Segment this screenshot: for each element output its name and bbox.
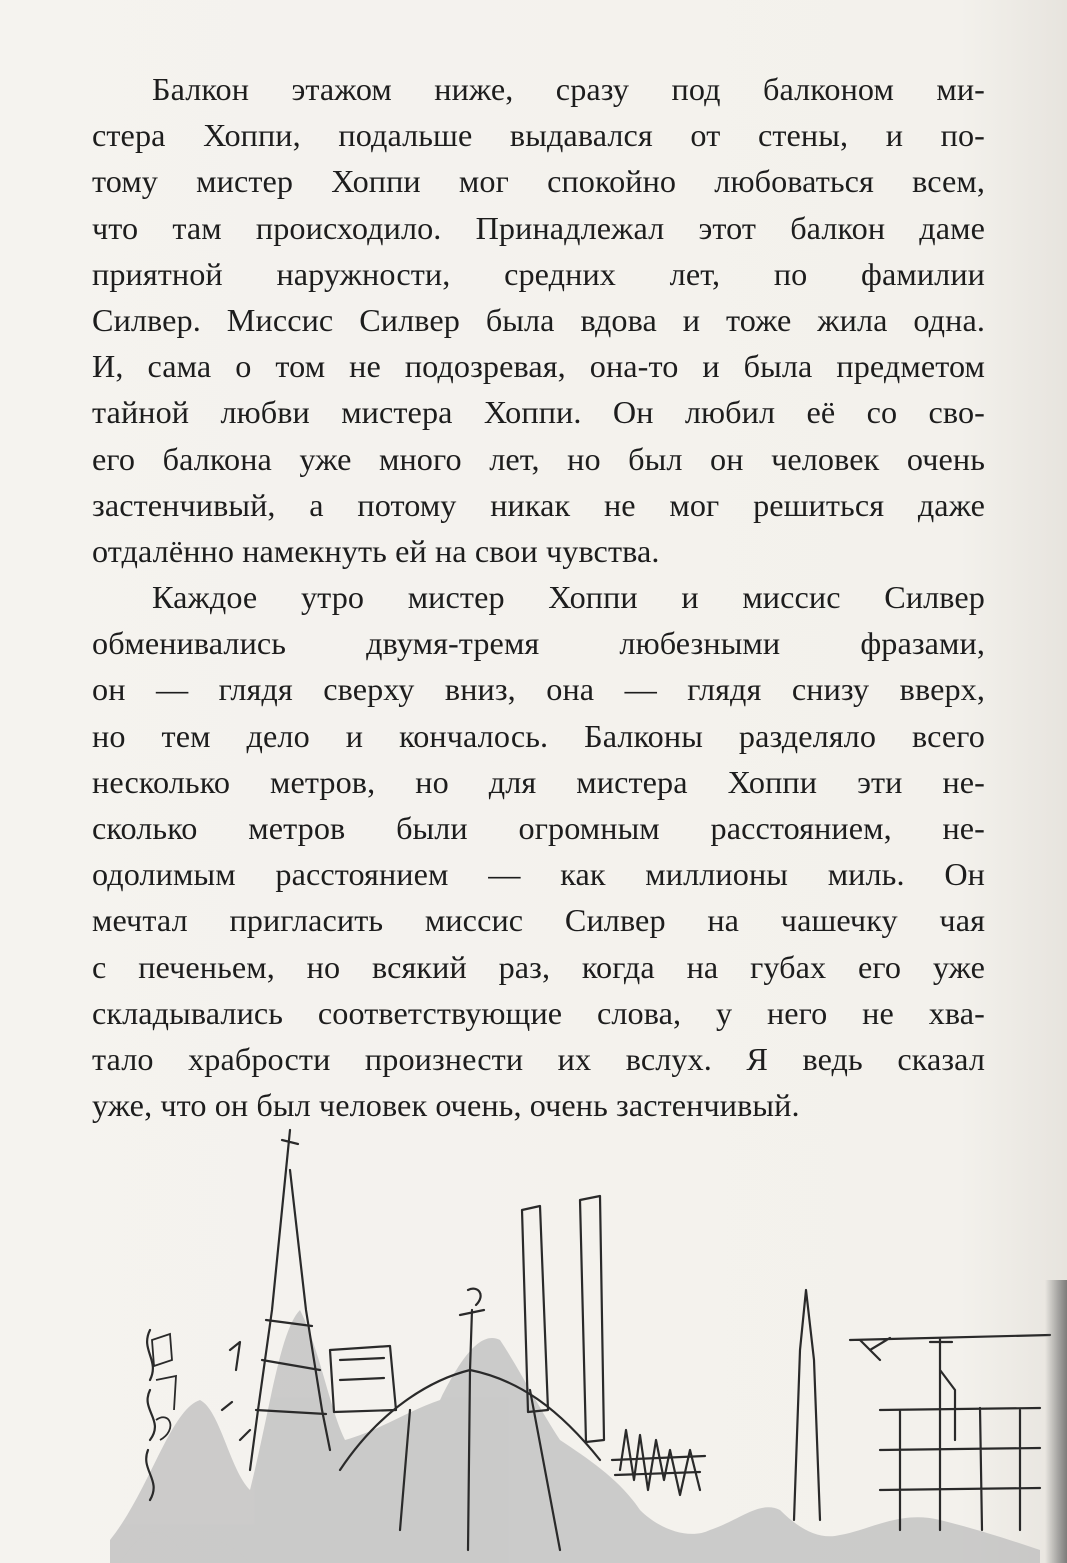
text-line: стера Хоппи, подальше выдавался от стены, и по-	[92, 117, 985, 154]
text-line: но тем дело и кончалось. Балконы разделяло всего	[92, 717, 985, 754]
text-line: Балкон этажом ниже, сразу под балконом ми-	[152, 71, 985, 107]
body-text	[92, 66, 985, 1128]
text-line: что там происходило. Принадлежал этот балкон даме	[92, 209, 985, 246]
text-line: застенчивый, а потому никак не мог решиться даже	[92, 486, 985, 523]
text-line: сколько метров были огромным расстоянием, не-	[92, 810, 985, 846]
text-line: мечтал пригласить миссис Силвер на чашечку чая	[92, 902, 985, 939]
skyline-illustration	[0, 1110, 1067, 1563]
text-line: одолимым расстоянием — как миллионы миль. Он	[92, 856, 985, 893]
text-line: складывались соответствующие слова, у него не хва-	[92, 994, 985, 1031]
paragraph-2	[92, 574, 985, 1128]
text-line: Каждое утро мистер Хоппи и миссис Силвер	[152, 579, 985, 616]
text-line: несколько метров, но для мистера Хоппи эти не-	[92, 763, 985, 800]
text-line: уже, что он был человек очень, очень застенчивый.	[92, 1087, 800, 1124]
text-line: Силвер. Миссис Силвер была вдова и тоже жила одна.	[92, 301, 985, 338]
text-line: тало храбрости произнести их вслух. Я ведь сказал	[92, 1040, 985, 1077]
text-line: тайной любви мистера Хоппи. Он любил её со сво-	[92, 394, 985, 431]
text-line: обменивались двумя-тремя любезными фразами,	[92, 625, 985, 662]
text-line: он — глядя сверху вниз, она — глядя снизу вверх,	[92, 671, 985, 708]
text-line: отдалённо намекнуть ей на свои чувства.	[92, 532, 660, 569]
text-line: тому мистер Хоппи мог спокойно любоваться всем,	[92, 163, 985, 200]
text-line: с печеньем, но всякий раз, когда на губах его уже	[92, 948, 985, 985]
text-line: его балкона уже много лет, но был он человек очень	[92, 440, 985, 477]
book-spine-shadow	[1045, 1280, 1067, 1563]
text-line: приятной наружности, средних лет, по фамилии	[92, 255, 985, 292]
paragraph-1	[92, 66, 985, 574]
text-line: И, сама о том не подозревая, она-то и была предметом	[92, 348, 985, 385]
